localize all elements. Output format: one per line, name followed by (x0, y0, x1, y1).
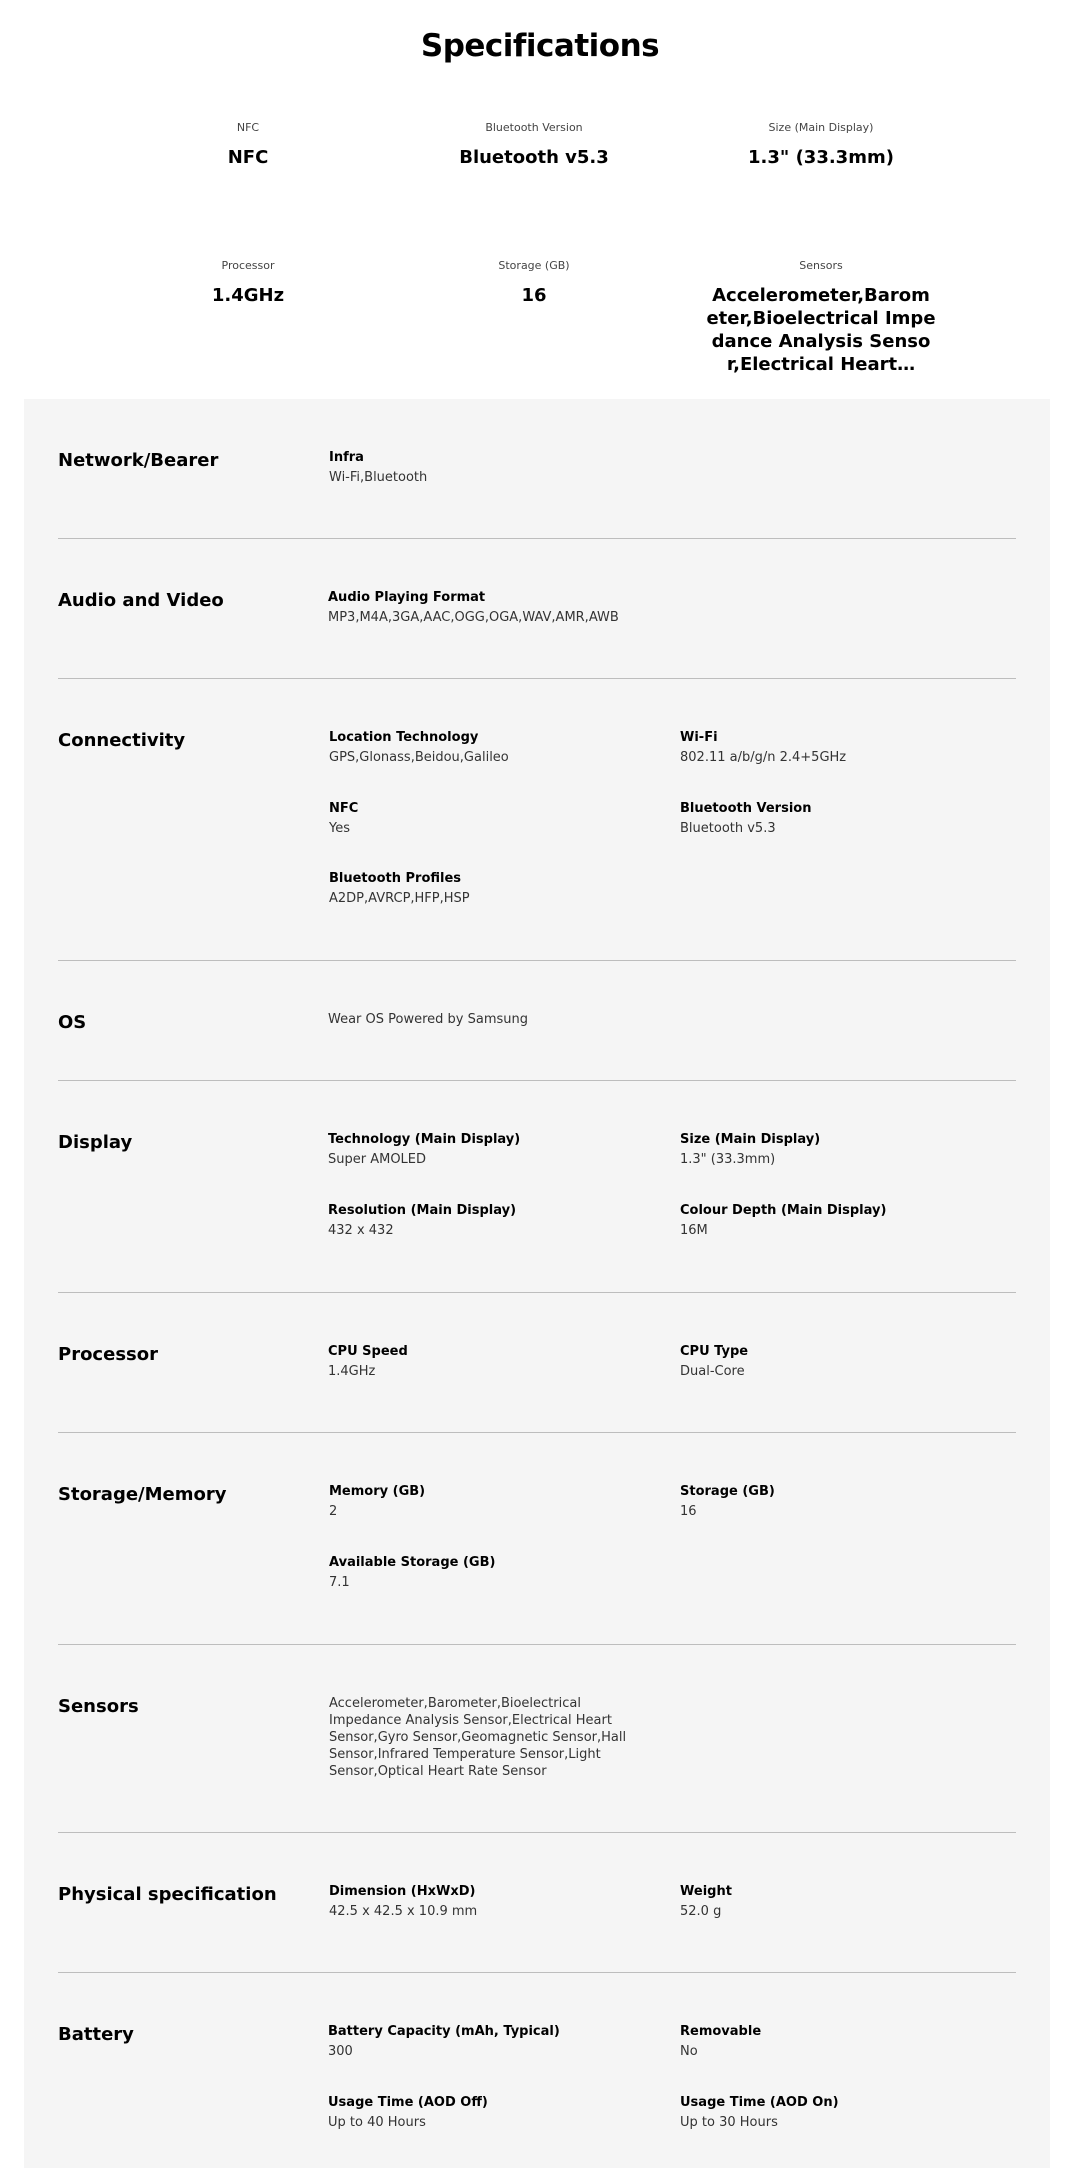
spec-label: Audio Playing Format (328, 590, 486, 605)
page-title: Specifications (420, 28, 660, 64)
highlight-label: Bluetooth Version (485, 121, 583, 134)
spec-value: A2DP,AVRCP,HFP,HSP (329, 891, 470, 906)
section-divider (58, 678, 1016, 679)
spec-label: Storage (GB) (680, 1484, 775, 1499)
spec-item (680, 1883, 980, 1921)
spec-item (680, 1131, 980, 1169)
section-divider (58, 1292, 1016, 1293)
spec-value: Wi-Fi,Bluetooth (329, 470, 428, 485)
spec-value: 2 (329, 1504, 338, 1519)
spec-value: Yes (329, 821, 350, 836)
spec-item (328, 589, 628, 627)
highlight-value: 1.4GHz (211, 285, 285, 306)
spec-label: Weight (680, 1884, 732, 1899)
spec-item (680, 729, 980, 767)
spec-value: 52.0 g (680, 1904, 722, 1919)
highlight-storage (384, 259, 684, 308)
spec-label: CPU Type (680, 1344, 749, 1359)
spec-value: Up to 30 Hours (680, 2115, 778, 2130)
spec-value: 432 x 432 (328, 1223, 394, 1238)
highlight-value: 1.3" (33.3mm) (748, 147, 894, 168)
spec-label: Usage Time (AOD On) (680, 2095, 839, 2110)
section-divider (58, 1832, 1016, 1833)
spec-item (680, 800, 980, 838)
spec-item (328, 1343, 628, 1381)
spec-label: Infra (329, 450, 364, 465)
highlight-label: Sensors (799, 259, 843, 272)
spec-label: Available Storage (GB) (329, 1555, 496, 1570)
section-divider (58, 1080, 1016, 1081)
spec-value: GPS,Glonass,Beidou,Galileo (329, 750, 509, 765)
spec-value: 7.1 (329, 1575, 350, 1590)
spec-label: NFC (329, 801, 359, 816)
highlight-value: 16 (521, 285, 547, 306)
spec-value: Super AMOLED (328, 1152, 427, 1167)
highlight-processor (98, 259, 398, 308)
highlight-bluetooth (384, 121, 684, 170)
section-divider (58, 1432, 1016, 1433)
spec-label: Battery Capacity (mAh, Typical) (328, 2024, 560, 2039)
highlight-value: Accelerometer,Barometer,Bioelectrical Impedance Analysis Sensor,Electrical Heart… (706, 285, 936, 375)
spec-item (328, 1131, 628, 1169)
spec-value: 802.11 a/b/g/n 2.4+5GHz (680, 750, 847, 765)
spec-item (328, 1011, 628, 1029)
spec-label: Wi-Fi (680, 730, 718, 745)
spec-value: 16 (680, 1504, 697, 1519)
spec-value: Up to 40 Hours (328, 2115, 426, 2130)
spec-label: Resolution (Main Display) (328, 1203, 517, 1218)
spec-item (328, 2094, 628, 2132)
section-title: Processor (58, 1344, 158, 1365)
section-divider (58, 538, 1016, 539)
spec-item (328, 2023, 628, 2061)
spec-item (329, 870, 629, 908)
spec-item (680, 2023, 980, 2061)
highlight-value: NFC (227, 147, 269, 168)
spec-item (328, 1202, 628, 1240)
spec-item (329, 1483, 629, 1521)
spec-label: Memory (GB) (329, 1484, 426, 1499)
spec-value: 1.3" (33.3mm) (680, 1152, 776, 1167)
spec-value: Bluetooth v5.3 (680, 821, 776, 836)
section-divider (58, 960, 1016, 961)
highlight-label: NFC (236, 121, 260, 134)
spec-label: Dimension (HxWxD) (329, 1884, 476, 1899)
spec-item (680, 1202, 980, 1240)
section-title: Physical specification (58, 1884, 277, 1905)
spec-item (680, 1343, 980, 1381)
spec-item (329, 800, 629, 838)
spec-item (329, 729, 629, 767)
spec-label: Bluetooth Version (680, 801, 812, 816)
spec-value: 300 (328, 2044, 353, 2059)
spec-label: Technology (Main Display) (328, 1132, 521, 1147)
section-title: Network/Bearer (58, 450, 219, 471)
spec-value: Accelerometer,Barometer,Bioelectrical Impedance Analysis Sensor,Electrical Heart Sensor,Gyro Sensor,Geomagnetic Sensor,Hall Sensor,Infrared Temperature Sensor,Light Sensor,Optical Heart Rate Sensor (329, 1696, 627, 1779)
spec-panel (24, 399, 1050, 2168)
spec-item (329, 1695, 629, 1780)
spec-value: Dual-Core (680, 1364, 745, 1379)
spec-label: Colour Depth (Main Display) (680, 1203, 887, 1218)
spec-item (329, 1883, 629, 1921)
section-divider (58, 1972, 1016, 1973)
section-title: Storage/Memory (58, 1484, 227, 1505)
spec-value: 1.4GHz (328, 1364, 376, 1379)
section-title: OS (58, 1012, 87, 1033)
spec-item (329, 449, 629, 487)
section-title: Sensors (58, 1696, 139, 1717)
highlight-display-size (671, 121, 971, 170)
spec-value: 42.5 x 42.5 x 10.9 mm (329, 1904, 478, 1919)
section-title: Battery (58, 2024, 134, 2045)
spec-item (680, 2094, 980, 2132)
section-divider (58, 1644, 1016, 1645)
highlight-value: Bluetooth v5.3 (459, 147, 609, 168)
spec-label: CPU Speed (328, 1344, 408, 1359)
spec-label: Bluetooth Profiles (329, 871, 462, 886)
section-title: Audio and Video (58, 590, 224, 611)
section-title: Display (58, 1132, 133, 1153)
spec-label: Removable (680, 2024, 762, 2039)
highlight-sensors (671, 259, 971, 376)
spec-item (329, 1554, 629, 1592)
section-title: Connectivity (58, 730, 186, 751)
highlight-label: Storage (GB) (498, 259, 570, 272)
spec-label: Location Technology (329, 730, 479, 745)
spec-value: Wear OS Powered by Samsung (328, 1012, 529, 1027)
highlight-label: Processor (221, 259, 275, 272)
highlight-nfc (98, 121, 398, 170)
spec-value: No (680, 2044, 698, 2059)
spec-label: Size (Main Display) (680, 1132, 821, 1147)
highlight-label: Size (Main Display) (768, 121, 874, 134)
spec-value: 16M (680, 1223, 708, 1238)
spec-value: MP3,M4A,3GA,AAC,OGG,OGA,WAV,AMR,AWB (328, 610, 619, 625)
spec-item (680, 1483, 980, 1521)
spec-label: Usage Time (AOD Off) (328, 2095, 488, 2110)
